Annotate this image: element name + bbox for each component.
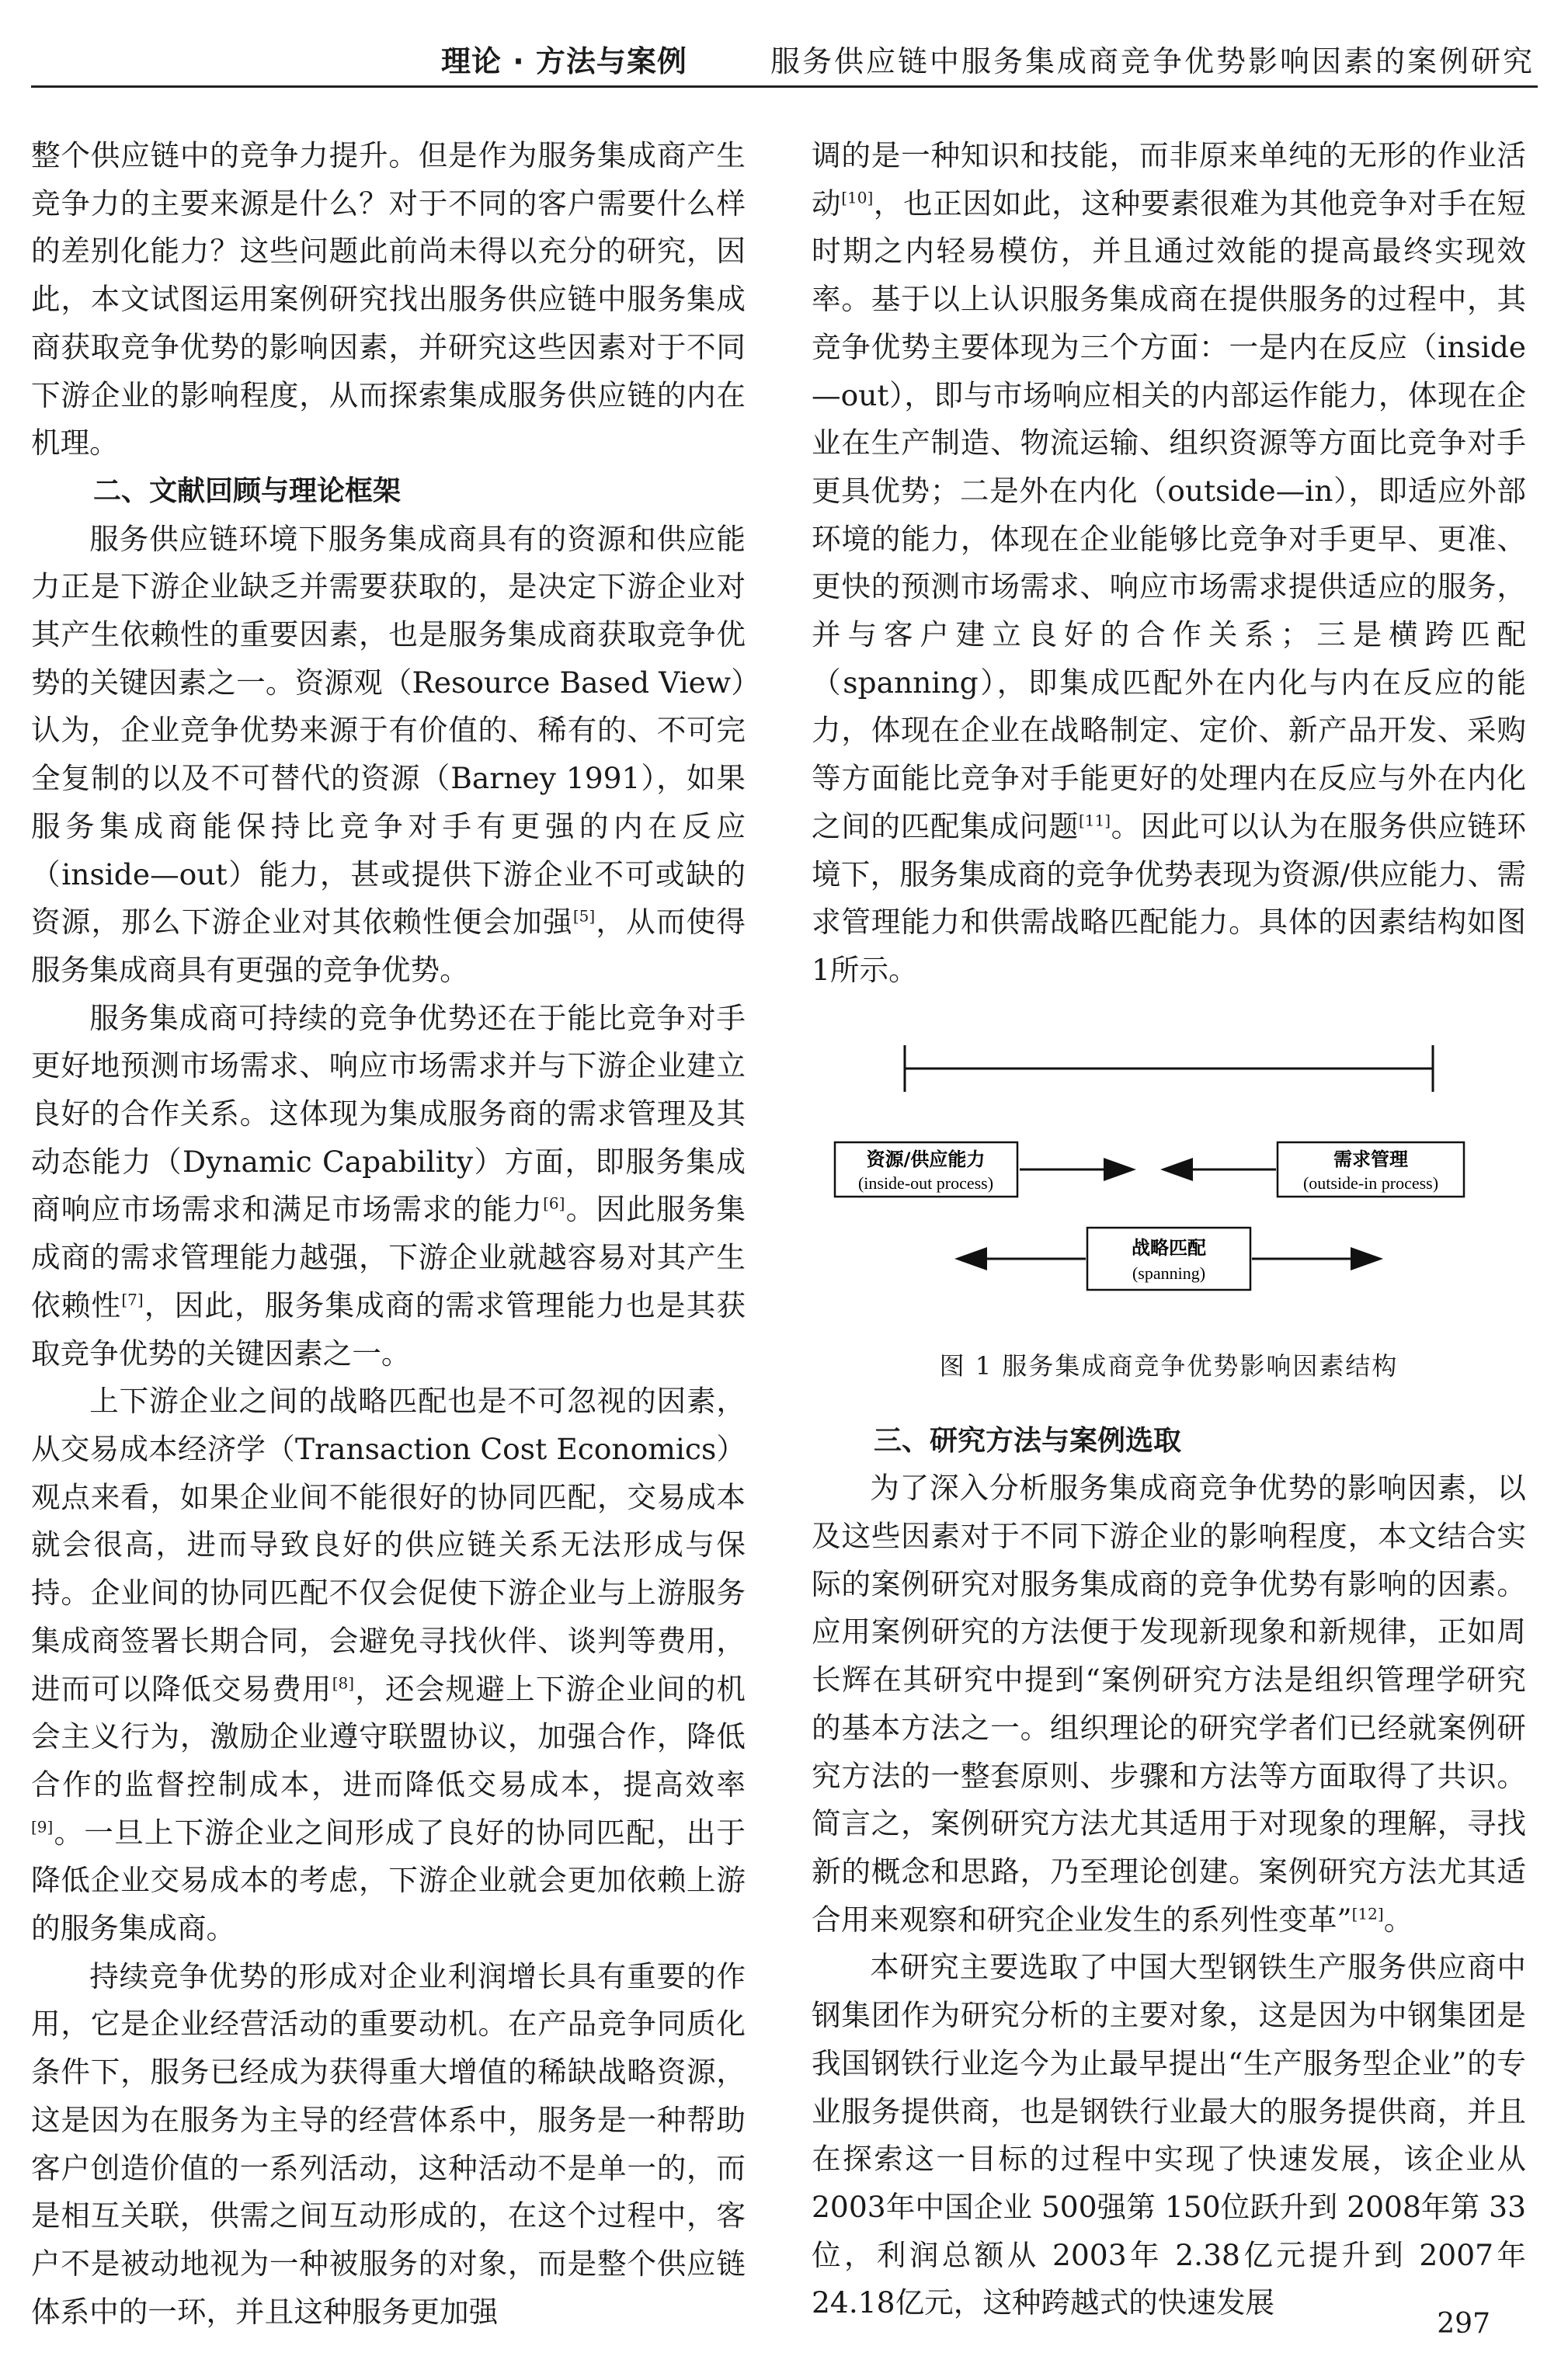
paragraph: 整个供应链中的竞争力提升。但是作为服务集成商产生竞争力的主要来源是什么？对于不同的客户需要什么样的差别化能力？这些问题此前尚未得以充分的研究，因此，本文试图运用案例研究找出服务供应链中服务集成商获取竞争优势的影响因素，并研究这些因素对于不同下游企业的影响程度，从而探索集成服务供应链的内在机理。 bbox=[31, 138, 746, 460]
citation: [7] bbox=[121, 1290, 144, 1309]
strategic-fit-box bbox=[1087, 1228, 1250, 1290]
box1-title: 资源/供应能力 bbox=[866, 1148, 986, 1170]
paragraph: 持续竞争优势的形成对企业利润增长具有重要的作用，它是企业经营活动的重要动机。在产品竞争同质化条件下，服务已经成为获得重大增值的稀缺战略资源，这是因为在服务为主导的经营体系中，服务是一种帮助客户创造价值的一系列活动，这种活动不是单一的，而是相互关联，供需之间互动形成的，在这个过程中，客户不是被动地视为一种被服务的对象，而是整个供应链体系中的一环，并且这种服务更加强 bbox=[31, 1958, 746, 2329]
factor-structure-diagram bbox=[812, 1034, 1526, 1329]
span-bracket bbox=[905, 1045, 1433, 1092]
resource-supply-capability-box bbox=[835, 1142, 1017, 1197]
citation: [8] bbox=[332, 1673, 355, 1692]
right-column bbox=[812, 132, 1526, 2327]
paragraph: 为了深入分析服务集成商竞争优势的影响因素，以及这些因素对于不同下游企业的影响程度，本文结合实际的案例研究对服务集成商的竞争优势有影响的因素。应用案例研究的方法便于发现新现象和新规律，正如周长辉在其研究中提到“案例研究方法是组织管理学研究的基本方法之一。组织理论的研究学者们已经就案例研究方法的一整套原则、步骤和方法等方面取得了共识。简言之，案例研究方法尤其适用于对现象的理解，寻找新的概念和思路，乃至理论创建。案例研究方法尤其适合用来观察和研究企业发生的系列性变革”[12]。 bbox=[812, 1471, 1526, 1937]
citation: [10] bbox=[841, 188, 874, 207]
header-rule bbox=[31, 85, 1538, 88]
box3-title: 战略匹配 bbox=[1132, 1236, 1206, 1259]
figure-1-diagram bbox=[812, 1034, 1526, 1329]
box3-subtitle: (spanning) bbox=[1132, 1263, 1206, 1283]
running-header bbox=[31, 31, 1538, 87]
box2-title: 需求管理 bbox=[1333, 1148, 1408, 1170]
section-name: 理论 · 方法与案例 bbox=[441, 44, 687, 78]
article-title: 服务供应链中服务集成商竞争优势影响因素的案例研究 bbox=[770, 44, 1535, 78]
citation: [11] bbox=[1078, 811, 1111, 830]
citation: [6] bbox=[543, 1194, 565, 1213]
paragraph: 调的是一种知识和技能，而非原来单纯的无形的作业活动[10]，也正因如此，这种要素很难为其他竞争对手在短时期之内轻易模仿，并且通过效能的提高最终实现效率。基于以上认识服务集成商在提供服务的过程中，其竞争优势主要体现为三个方面：一是内在反应（inside—out），即与市场响应相关的内部运作能力，体现在企业在生产制造、物流运输、组织资源等方面比竞争对手更具优势；二是外在内化（outside—in），即适应外部环境的能力，体现在企业能够比竞争对手更早、更准、更快的预测市场需求、响应市场需求提供适应的服务，并与客户建立良好的合作关系；三是横跨匹配（spanning），即集成匹配外在内化与内在反应的能力，体现在企业在战略制定、定价、新产品开发、采购等方面能比竞争对手能更好的处理内在反应与外在内化之间的匹配集成问题[11]。因此可以认为在服务供应链环境下，服务集成商的竞争优势表现为资源/供应能力、需求管理能力和供需战略匹配能力。具体的因素结构如图 1所示。 bbox=[812, 138, 1527, 987]
page-number: 297 bbox=[1437, 2308, 1490, 2340]
box1-subtitle: (inside-out process) bbox=[857, 1173, 994, 1193]
figure-caption: 图 1 服务集成商竞争优势影响因素结构 bbox=[939, 1350, 1399, 1381]
box2-subtitle: (outside-in process) bbox=[1302, 1173, 1439, 1193]
section-heading: 三、研究方法与案例选取 bbox=[874, 1424, 1182, 1457]
paragraph: 服务供应链环境下服务集成商具有的资源和供应能力正是下游企业缺乏并需要获取的，是决定下游企业对其产生依赖性的重要因素，也是服务集成商获取竞争优势的关键因素之一。资源观（Resource Based View）认为，企业竞争优势来源于有价值的、稀有的、不可完全复制的以及不可替代的资源（Barney 1991），如果服务集成商能保持比竞争对手有更强的内在反应（inside—out）能力，甚或提供下游企业不可或缺的资源，那么下游企业对其依赖性便会加强[5]，从而使得服务集成商具有更强的竞争优势。 bbox=[31, 521, 746, 987]
paragraph: 上下游企业之间的战略匹配也是不可忽视的因素，从交易成本经济学（Transaction Cost Economics）观点来看，如果企业间不能很好的协同匹配，交易成本就会很高，进而导致良好的供应链关系无法形成与保持。企业间的协同匹配不仅会促使下游企业与上游服务集成商签署长期合同，会避免寻找伙伴、谈判等费用，进而可以降低交易费用[8]，还会规避上下游企业间的机会主义行为，激励企业遵守联盟协议，加强合作，降低合作的监督控制成本，进而降低交易成本，提高效率[9]。一旦上下游企业之间形成了良好的协同匹配，出于降低企业交易成本的考虑，下游企业就会更加依赖上游的服务集成商。 bbox=[31, 1384, 746, 1946]
section-heading: 二、文献回顾与理论框架 bbox=[93, 474, 402, 507]
demand-management-box bbox=[1278, 1142, 1464, 1197]
citation: [9] bbox=[31, 1817, 54, 1837]
left-column bbox=[31, 132, 746, 2336]
paragraph: 服务集成商可持续的竞争优势还在于能比竞争对手更好地预测市场需求、响应市场需求并与下游企业建立良好的合作关系。这体现为集成服务商的需求管理及其动态能力（Dynamic Capability）方面，即服务集成商响应市场需求和满足市场需求的能力[6]。因此服务集成商的需求管理能力越强，下游企业就越容易对其产生依赖性[7]，因此，服务集成商的需求管理能力也是其获取竞争优势的关键因素之一。 bbox=[31, 1000, 746, 1371]
citation: [12] bbox=[1351, 1904, 1384, 1923]
citation: [5] bbox=[572, 906, 596, 926]
paragraph: 本研究主要选取了中国大型钢铁生产服务供应商中钢集团作为研究分析的主要对象，这是因为中钢集团是我国钢铁行业迄今为止最早提出“生产服务型企业”的专业服务提供商，也是钢铁行业最大的服务提供商，并且在探索这一目标的过程中实现了快速发展，该企业从 2003年中国企业 500强第 150位跃升到 2008年第 33位，利润总额从 2003年 2.38亿元提升到 2007年 24.18亿元，这种跨越式的快速发展 bbox=[812, 1950, 1526, 2320]
